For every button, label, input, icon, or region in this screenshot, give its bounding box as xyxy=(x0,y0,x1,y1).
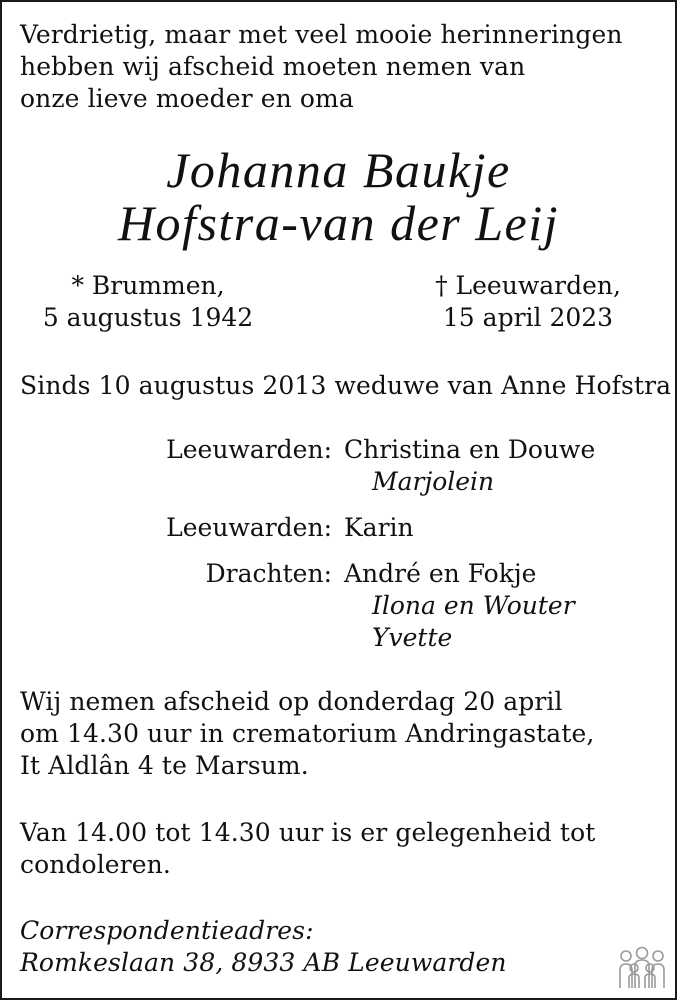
deceased-name-first: Johanna Baukje xyxy=(166,142,511,198)
family-row xyxy=(2,558,675,590)
birth-info xyxy=(32,270,264,334)
intro-text xyxy=(20,19,623,115)
family-child: Yvette xyxy=(372,623,453,652)
condolence-line: Van 14.00 tot 14.30 uur is er gelegenheid tot xyxy=(20,818,596,847)
intro-line: onze lieve moeder en oma xyxy=(20,84,354,113)
family-city: Leeuwarden: xyxy=(166,513,332,542)
family-child: Marjolein xyxy=(372,467,495,496)
death-place: † Leeuwarden, xyxy=(435,271,621,300)
farewell-line: om 14.30 uur in crematorium Andringastate, xyxy=(20,719,595,748)
correspondence-address: Romkeslaan 38, 8933 AB Leeuwarden xyxy=(20,948,507,977)
correspondence-block xyxy=(20,915,507,979)
death-info xyxy=(412,270,644,334)
condolence-line: condoleren. xyxy=(20,850,171,879)
birth-place: * Brummen, xyxy=(71,271,225,300)
farewell-text xyxy=(20,686,594,782)
family-row xyxy=(2,512,675,544)
family-names: Karin xyxy=(344,513,414,542)
widow-line: Sinds 10 augustus 2013 weduwe van Anne Hofstra xyxy=(20,371,672,400)
family-row xyxy=(2,434,675,466)
family-child: Ilona en Wouter xyxy=(372,591,575,620)
family-city: Drachten: xyxy=(205,559,332,588)
condolence-text xyxy=(20,817,595,881)
family-names: Christina en Douwe xyxy=(344,435,596,464)
death-date: 15 april 2023 xyxy=(442,303,614,332)
birth-date: 5 augustus 1942 xyxy=(42,303,254,332)
family-city: Leeuwarden: xyxy=(166,435,332,464)
family-people-icon xyxy=(618,946,666,990)
intro-line: hebben wij afscheid moeten nemen van xyxy=(20,52,526,81)
farewell-line: Wij nemen afscheid op donderdag 20 april xyxy=(20,687,563,716)
deceased-name-last: Hofstra-van der Leij xyxy=(117,195,560,251)
family-names: André en Fokje xyxy=(344,559,537,588)
intro-line: Verdrietig, maar met veel mooie herinneringen xyxy=(20,20,623,49)
correspondence-label: Correspondentieadres: xyxy=(20,916,314,945)
farewell-line: It Aldlân 4 te Marsum. xyxy=(20,751,309,780)
